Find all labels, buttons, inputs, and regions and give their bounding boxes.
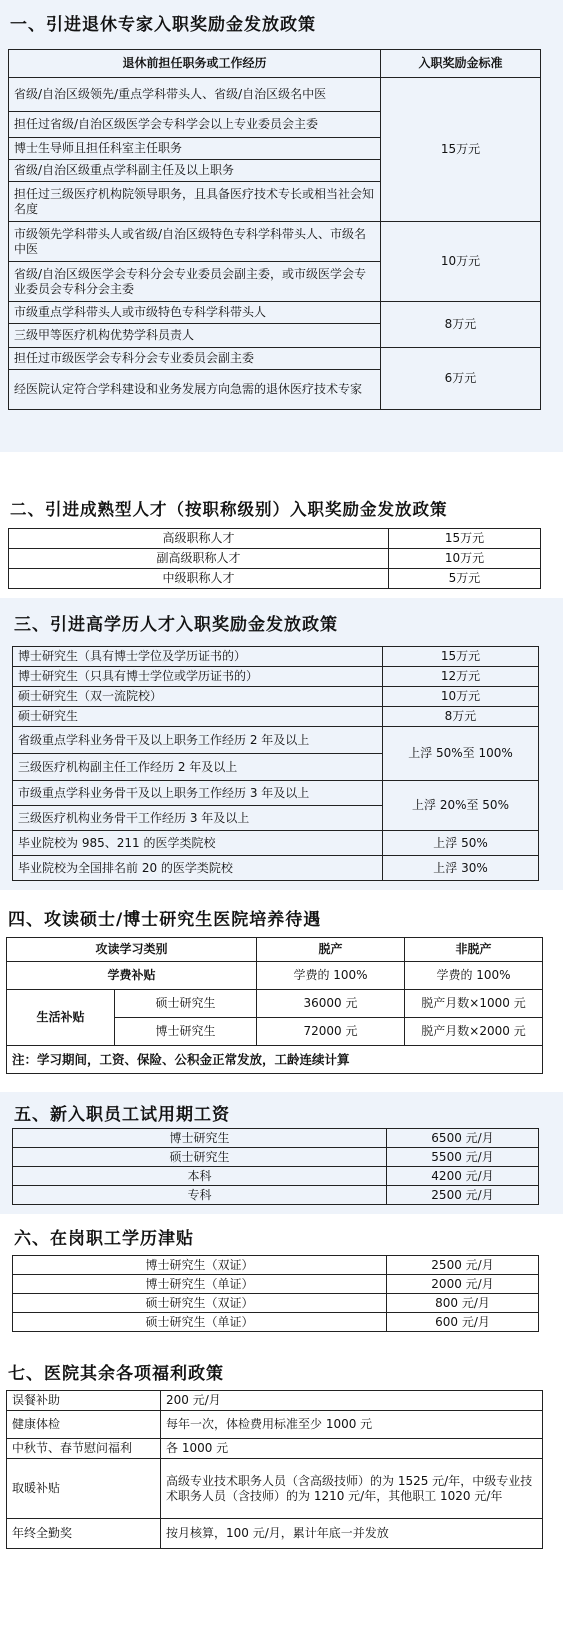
- table-cell: 10万元: [383, 687, 539, 707]
- table-cell: 硕士研究生（双证）: [13, 1294, 387, 1313]
- table-cell: 高级专业技术职务人员（含高级技师）的为 1525 元/年，中级专业技术职务人员（含技师）的为 1210 元/年，其他职工 1020 元/年: [161, 1459, 543, 1519]
- table-cell: 12万元: [383, 667, 539, 687]
- table-cell: 省级/自治区级领先/重点学科带头人、省级/自治区级名中医: [9, 78, 381, 112]
- table-cell: 800 元/月: [387, 1294, 539, 1313]
- table-cell: 博士研究生（单证）: [13, 1275, 387, 1294]
- table-cell: 博士研究生: [13, 1129, 387, 1148]
- table-cell: 副高级职称人才: [9, 549, 389, 569]
- col-header-full-time: 脱产: [257, 938, 405, 962]
- table-cell: 专科: [13, 1186, 387, 1205]
- table-cell: 上浮 30%: [383, 856, 539, 881]
- table-cell: 硕士研究生: [13, 707, 383, 727]
- table-cell: 担任过三级医疗机构院领导职务，且具备医疗技术专长或相当社会知名度: [9, 182, 381, 222]
- reward-cell: 6万元: [381, 348, 541, 410]
- section3-title: 三、引进高学历人才入职奖励金发放政策: [14, 615, 338, 635]
- reward-cell: 10万元: [381, 222, 541, 302]
- retired-expert-table: [8, 49, 541, 410]
- table-cell: 经医院认定符合学科建设和业务发展方向急需的退休医疗技术专家: [9, 370, 381, 410]
- welfare-table: [6, 1390, 543, 1549]
- table-cell: 博士研究生（双证）: [13, 1256, 387, 1275]
- table-cell: 省级/自治区级重点学科副主任及以上职务: [9, 160, 381, 182]
- table-cell: 中秋节、春节慰问福利: [7, 1439, 161, 1459]
- table-cell: 市级重点学科带头人或市级特色专科学科带头人: [9, 302, 381, 324]
- table-cell: 脱产月数×1000 元: [405, 990, 543, 1018]
- table-cell: 毕业院校为 985、211 的医学类院校: [13, 831, 383, 856]
- table-cell: 高级职称人才: [9, 529, 389, 549]
- table-cell: 本科: [13, 1167, 387, 1186]
- table-cell: 硕士研究生（单证）: [13, 1313, 387, 1332]
- table-cell: 取暖补贴: [7, 1459, 161, 1519]
- section2-title: 二、引进成熟型人才（按职称级别）入职奖励金发放政策: [10, 500, 448, 519]
- table-cell: 各 1000 元: [161, 1439, 543, 1459]
- col-header-part-time: 非脱产: [405, 938, 543, 962]
- table-cell: 毕业院校为全国排名前 20 的医学类院校: [13, 856, 383, 881]
- table-cell: 健康体检: [7, 1411, 161, 1439]
- col-header-category: 攻读学习类别: [7, 938, 257, 962]
- table-cell: 6500 元/月: [387, 1129, 539, 1148]
- table-cell: 博士研究生（只具有博士学位或学历证书的）: [13, 667, 383, 687]
- mature-talent-table: [8, 528, 541, 589]
- table-cell: 市级重点学科业务骨干及以上职务工作经历 3 年及以上: [13, 781, 383, 806]
- section4-title: 四、攻读硕士/博士研究生医院培养待遇: [8, 910, 322, 930]
- table-cell: 学费的 100%: [405, 962, 543, 990]
- table-cell: 2000 元/月: [387, 1275, 539, 1294]
- table-cell: 担任过省级/自治区级医学会专科学会以上专业委员会主委: [9, 112, 381, 138]
- table-cell: 8万元: [383, 707, 539, 727]
- table-cell: 误餐补助: [7, 1391, 161, 1411]
- table-cell: 上浮 50%: [383, 831, 539, 856]
- table-cell: 省级重点学科业务骨干及以上职务工作经历 2 年及以上: [13, 727, 383, 754]
- high-degree-table: [12, 646, 539, 881]
- table-cell: 中级职称人才: [9, 569, 389, 589]
- table-cell: 上浮 20%至 50%: [383, 781, 539, 831]
- table-cell: 脱产月数×2000 元: [405, 1018, 543, 1046]
- table-cell: 三级医疗机构业务骨干工作经历 3 年及以上: [13, 806, 383, 831]
- table-cell: 年终全勤奖: [7, 1519, 161, 1549]
- col-header-position: 退休前担任职务或工作经历: [9, 50, 381, 78]
- degree-allowance-table: [12, 1255, 539, 1332]
- table-cell: 三级医疗机构副主任工作经历 2 年及以上: [13, 754, 383, 781]
- table-cell: 每年一次，体检费用标准至少 1000 元: [161, 1411, 543, 1439]
- table-cell: 15万元: [383, 647, 539, 667]
- section1-title: 一、引进退休专家入职奖励金发放政策: [10, 15, 316, 35]
- table-cell: 上浮 50%至 100%: [383, 727, 539, 781]
- table-cell: 600 元/月: [387, 1313, 539, 1332]
- table-cell: 博士生导师且担任科室主任职务: [9, 138, 381, 160]
- note-text: 注：学习期间，工资、保险、公积金正常发放，工龄连续计算: [7, 1046, 543, 1074]
- table-cell: 博士研究生: [115, 1018, 257, 1046]
- table-cell: 2500 元/月: [387, 1186, 539, 1205]
- table-cell: 硕士研究生: [13, 1148, 387, 1167]
- table-cell: 三级甲等医疗机构优势学科员责人: [9, 324, 381, 348]
- living-allowance-label: 生活补贴: [7, 990, 115, 1046]
- table-cell: 10万元: [389, 549, 541, 569]
- table-cell: 省级/自治区级医学会专科分会专业委员会副主委，或市级医学会专业委员会专科分会主委: [9, 262, 381, 302]
- section7-title: 七、医院其余各项福利政策: [8, 1364, 224, 1384]
- tuition-label: 学费补贴: [7, 962, 257, 990]
- table-cell: 硕士研究生: [115, 990, 257, 1018]
- table-cell: 2500 元/月: [387, 1256, 539, 1275]
- table-cell: 4200 元/月: [387, 1167, 539, 1186]
- table-cell: 200 元/月: [161, 1391, 543, 1411]
- section6-title: 六、在岗职工学历津贴: [14, 1229, 194, 1249]
- table-cell: 36000 元: [257, 990, 405, 1018]
- probation-salary-table: [12, 1128, 539, 1205]
- table-cell: 博士研究生（具有博士学位及学历证书的）: [13, 647, 383, 667]
- table-cell: 按月核算，100 元/月，累计年底一并发放: [161, 1519, 543, 1549]
- table-cell: 72000 元: [257, 1018, 405, 1046]
- table-cell: 5500 元/月: [387, 1148, 539, 1167]
- col-header-reward: 入职奖励金标准: [381, 50, 541, 78]
- table-cell: 担任过市级医学会专科分会专业委员会副主委: [9, 348, 381, 370]
- table-cell: 硕士研究生（双一流院校）: [13, 687, 383, 707]
- reward-cell: 15万元: [381, 78, 541, 222]
- graduate-study-table: [6, 937, 543, 1074]
- table-cell: 市级领先学科带头人或省级/自治区级特色专科学科带头人、市级名中医: [9, 222, 381, 262]
- reward-cell: 8万元: [381, 302, 541, 348]
- table-cell: 5万元: [389, 569, 541, 589]
- table-cell: 学费的 100%: [257, 962, 405, 990]
- table-cell: 15万元: [389, 529, 541, 549]
- section5-title: 五、新入职员工试用期工资: [14, 1105, 230, 1125]
